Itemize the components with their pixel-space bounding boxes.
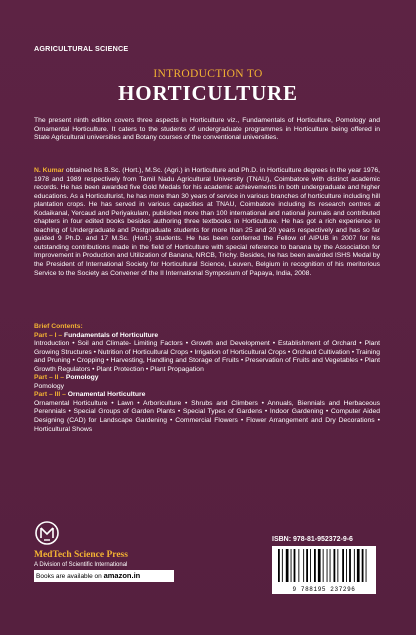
part-topics-3: Ornamental Horticulture • Lawn • Arboriculture • Shrubs and Climbers • Annuals, Biennials and Herbaceous Perennials • Special Groups of Garden Plants • Special Types of Gardens • Indoor Gardening • Computer Aided Designing (CAD) for Landscape Gardening • Commercial Flowers • Flower Arrangement and Dry Decorations • Horticultural Shows — [34, 399, 380, 433]
amazon-logo: amazon.in — [103, 571, 141, 580]
publisher-division: A Division of Scientific International — [34, 562, 128, 568]
barcode-number: 9 788195 237296 — [292, 586, 356, 593]
part-title: Ornamental Horticulture — [67, 391, 146, 399]
intro-paragraph: The present ninth edition covers three aspects in Horticulture viz., Fundamentals of Horticulture, Pomology and Ornamental Horticulture. It caters to the students of undergraduate programmes in Horticulture being offered in State Agricultural universities and Botany courses of the conventional universities. — [34, 117, 380, 142]
part-title: Pomology — [65, 374, 99, 382]
part-heading-1 — [34, 332, 380, 341]
book-title — [0, 68, 416, 106]
publisher-logo-icon — [34, 520, 60, 548]
contents-heading: Brief Contents: — [34, 323, 83, 330]
part-heading-2 — [34, 374, 380, 383]
part-label: Part – II – — [34, 374, 66, 382]
isbn-label: ISBN: 978-81-952372-9-6 — [272, 536, 353, 543]
category-label: AGRICULTURAL SCIENCE — [34, 44, 129, 53]
title-prefix: INTRODUCTION TO — [153, 68, 263, 80]
part-topics-2: Pomology — [34, 382, 65, 390]
publisher-name: MedTech Science Press — [34, 550, 128, 560]
part-title: Fundamentals of Horticulture — [64, 331, 159, 339]
author-name: N. Kumar — [34, 167, 65, 174]
barcode-bars-icon — [272, 546, 376, 586]
brief-contents — [34, 323, 380, 434]
author-bio-text: obtained his B.Sc. (Hort.), M.Sc. (Agri.) in Horticulture and Ph.D. in Horticulture degrees in the year 1976, 1978 and 1989 respectively from Tamil Nadu Agricultural University (TNAU), Coimbatore with distinct academic records. He has been awarded five Gold Medals for his academic achievements in both undergraduate and higher educations. As a Horticulturist, he has more than 30 years of service in various branches of horticulture including hill plantation crops. He has served in various capacities at TNAU, Coimbatore including its research centres at Kodaikanal, Yercaud and Periyakulam, published more than 100 international and national journals and contributed chapters in four edited books besides authoring three textbooks in Horticulture. He has got a rich experience in teaching of Undergraduate and Postgraduate students for more than 25 and 20 years respectively and has so far guided 9 Ph.D. and 17 M.Sc. (Hort.) students. He has been conferred the Fellow of AIPUB in 2007 for his outstanding contributions made in the field of Horticulture with special reference to banana by the Association for Improvement in Production and Utilization of Banana, NRCB, Trichy. Besides, he has been awarded ISHS Medal by the President of International Society for Horticultural Science, Leuven, Belgium in recognition of his meritorious Service to the Society as Convener of the II International Symposium of Papaya, India, 2008. — [34, 167, 380, 277]
barcode — [272, 546, 376, 594]
part-topics-1: Introduction • Soil and Climate- Limiting Factors • Growth and Development • Establishment of Orchard • Plant Growing Structures • Nutrition of Horticultural Crops • Irrigation of Horticultural Crops • Orchard Cultivation • Training and Pruning • Cropping • Harvesting, Handling and Storage of Fruits • Preservation of Fruits and Vegetables • Plant Growth Regulators • Plant Protection • Plant Propagation — [34, 340, 380, 373]
part-heading-3 — [34, 391, 380, 400]
availability-text: Books are available on — [36, 573, 104, 580]
part-label: Part – I – — [34, 331, 65, 339]
author-bio — [34, 167, 380, 278]
availability-banner — [34, 570, 174, 582]
part-label: Part – III – — [34, 391, 68, 399]
title-main: HORTICULTURE — [118, 81, 298, 105]
